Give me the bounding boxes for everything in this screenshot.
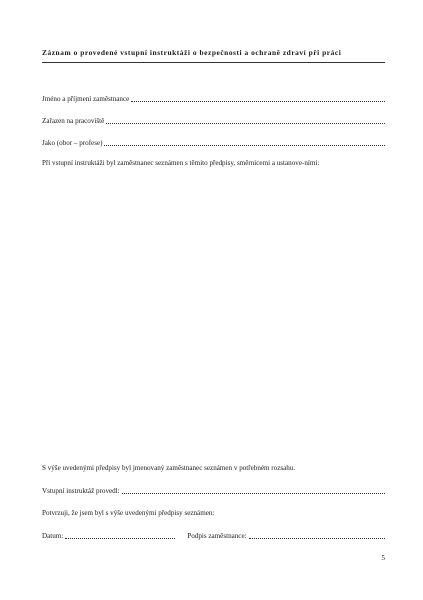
intro-paragraph: Při vstupní instruktáži byl zaměstnanec seznámen s těmito předpisy, směrnicemi a ustanove-ními:: [42, 159, 320, 167]
instructor-blank[interactable]: [122, 492, 385, 494]
signature-label: Podpis zaměstnance:: [187, 532, 247, 540]
date-blank[interactable]: [65, 537, 175, 539]
acknowledgement-paragraph: Potvrzuji, že jsem byl s výše uvedenými předpisy seznámen:: [42, 509, 215, 517]
employee-name-blank[interactable]: [131, 100, 385, 102]
profession-blank[interactable]: [104, 144, 385, 146]
page-number: 5: [381, 554, 385, 562]
workplace-blank[interactable]: [106, 122, 385, 124]
date-signature-line: [42, 532, 385, 540]
profession-label: Jako (obor – profese): [42, 139, 103, 147]
form-title: Záznam o provedené vstupní instruktáži o bezpečnosti a ochraně zdraví při práci: [42, 48, 342, 57]
confirmation-paragraph: S výše uvedenými předpisy byl jmenovaný zaměstnanec seznámen v potřebném rozsahu.: [42, 464, 296, 472]
workplace-label: Zařazen na pracoviště: [42, 117, 105, 125]
instructor-label: Vstupní instruktáž provedl:: [42, 487, 120, 495]
signature-blank[interactable]: [249, 537, 385, 539]
employee-name-label: Jméno a příjmení zaměstnance: [42, 95, 130, 103]
workplace-line: [42, 117, 385, 125]
title-underline: [42, 62, 385, 63]
date-label: Datum:: [42, 532, 64, 540]
instructor-line: [42, 487, 385, 495]
employee-name-line: [42, 95, 385, 103]
profession-line: [42, 139, 385, 147]
